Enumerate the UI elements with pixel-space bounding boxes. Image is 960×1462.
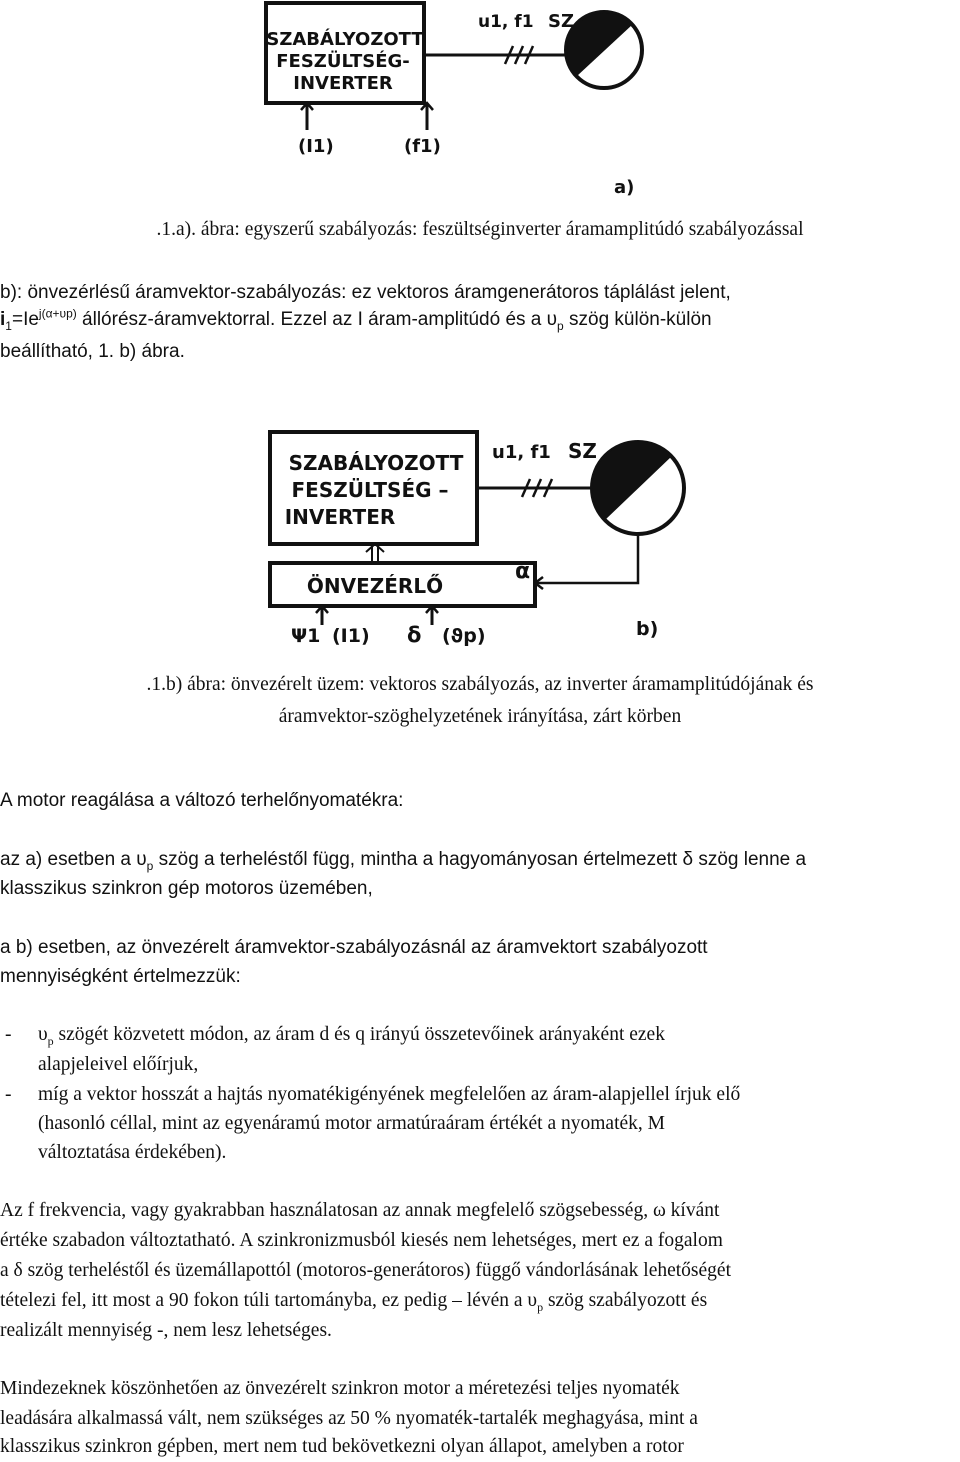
u1f1-label-b: u1, f1 xyxy=(492,442,551,463)
bullet-2-line3: változtatása érdekében). xyxy=(38,1142,227,1163)
body-p5-line3: klasszikus szinkron gépben, mert nem tud bekövetkezni olyan állapot, amelyben a rotor xyxy=(0,1436,684,1457)
inverter-label-a3: INVERTER xyxy=(293,73,393,94)
body-p2-line2: klasszikus szinkron gép motoros üzemében, xyxy=(0,878,373,899)
figure-a xyxy=(0,0,960,200)
sz-label-b: SZ xyxy=(568,439,597,463)
body-p4-line3: a δ szög terheléstől és üzemállapottól (motoros-generátoros) függő vándorlásának lehetőségét xyxy=(0,1260,731,1281)
input-label-f1: (f1) xyxy=(404,136,441,157)
bullet-1-line2: alapjeleivel előírjuk, xyxy=(38,1054,199,1075)
body-p3-line1: a b) esetben, az önvezérelt áramvektor-szabályozásnál az áramvektort szabályozott xyxy=(0,937,708,958)
inverter-label-a2: FESZÜLTSÉG- xyxy=(276,51,410,72)
body-p4-line4: tételezi fel, itt most a 90 fokon túli tartományba, ez pedig – lévén a $\upsilon_p$ szög szabályozott és xyxy=(0,1290,708,1314)
bullet-1-line1: $\upsilon_p$ szögét közvetett módon, az áram d és q irányú összetevőinek arányaként ezek xyxy=(38,1024,665,1048)
figure-tag-a: a) xyxy=(614,177,635,198)
alpha-label: α xyxy=(515,559,531,584)
inverter-label-b3: INVERTER xyxy=(284,505,396,529)
body-p5-line2: leadására alkalmassá vált, nem szükséges az 50 % nyomaték-tartalék meghagyása, mint a xyxy=(0,1408,698,1429)
body-p2-line1: az a) esetben a $\upsilon_p$ szög a terheléstől függ, mintha a hagyományosan értelmezett δ szög lenne a xyxy=(0,849,807,873)
bullet-2-line1: míg a vektor hosszát a hajtás nyomatékigényének megfelelően az áram-alapjellel írjuk elő xyxy=(38,1084,741,1105)
body-p3-line2: mennyiségként értelmezzük: xyxy=(0,966,241,987)
body-p4-line1: Az f frekvencia, vagy gyakrabban használatosan az annak megfelelő szögsebesség, ω kívánt xyxy=(0,1200,720,1221)
body-p4-line2: értéke szabadon változtatható. A szinkronizmusból kiesés nem lehetséges, mert ez a fogalom xyxy=(0,1230,723,1251)
input-label-psi: Ψ1 xyxy=(291,625,321,647)
bullet-dash-2: - xyxy=(5,1084,12,1105)
motor-icon-b xyxy=(592,442,684,534)
figure-tag-b: b) xyxy=(636,618,659,640)
caption-a: .1.a). ábra: egyszerű szabályozás: feszültséginverter áramamplitúdó szabályozással xyxy=(156,219,804,240)
controller-label: ÖNVEZÉRLŐ xyxy=(306,574,444,598)
para-b-line1: b): önvezérlésű áramvektor-szabályozás: ez vektoros áramgenerátoros táplálást jelent, xyxy=(0,282,731,303)
body-p4-line5: realizált mennyiség -, nem lesz lehetséges. xyxy=(0,1320,332,1341)
input-label-vp: (ϑp) xyxy=(442,625,486,647)
motor-icon-a xyxy=(566,12,642,88)
sz-label-a: SZ xyxy=(548,11,575,32)
para-b-line2: $i_1=Ie^{j(\alpha+\upsilon p)}$ állórész-áramvektorral. Ezzel az I áram-amplitúdó és a $\upsilon_p$ szög külön-külön xyxy=(0,306,712,333)
inverter-label-b1: SZABÁLYOZOTT xyxy=(288,451,464,475)
bullet-dash-1: - xyxy=(5,1024,12,1045)
para-b-line3: beállítható, 1. b) ábra. xyxy=(0,341,185,362)
inverter-label-b2: FESZÜLTSÉG – xyxy=(291,478,449,502)
figure-b xyxy=(0,420,960,660)
inverter-label-a1: SZABÁLYOZOTT xyxy=(266,29,424,50)
input-label-i1: (I1) xyxy=(298,136,334,157)
u1f1-label-a: u1, f1 xyxy=(478,12,534,32)
bullet-2-line2: (hasonló céllal, mint az egyenáramú motor armatúraáram értékét a nyomaték, M xyxy=(38,1113,665,1134)
input-label-i1-b: (I1) xyxy=(332,625,370,647)
body-p1: A motor reagálása a változó terhelőnyomatékra: xyxy=(0,790,404,811)
caption-b-line2: áramvektor-szöghelyzetének irányítása, zárt körben xyxy=(278,706,682,727)
body-p5-line1: Mindezeknek köszönhetően az önvezérelt szinkron motor a méretezési teljes nyomaték xyxy=(0,1378,680,1399)
feedback-line xyxy=(535,534,638,583)
caption-b-line1: .1.b) ábra: önvezérelt üzem: vektoros szabályozás, az inverter áramamplitúdójának és xyxy=(146,674,814,695)
input-label-delta: δ xyxy=(407,623,422,647)
